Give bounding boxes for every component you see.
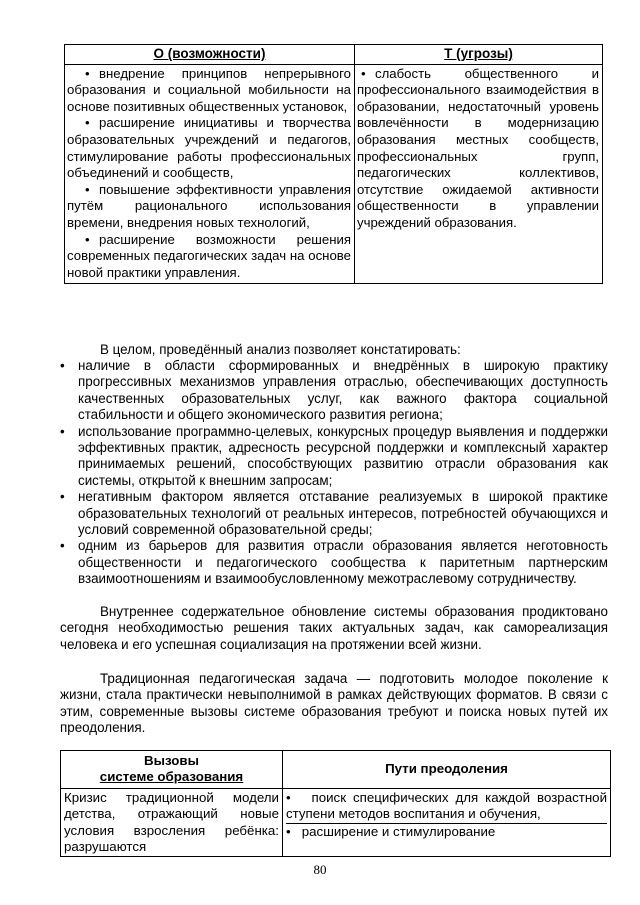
threats-header: Т (угрозы): [355, 45, 603, 65]
swot-table: [64, 44, 603, 284]
solution-item: • поиск специфических для каждой возрастной ступени методов воспитания и обучения,: [286, 789, 608, 822]
list-item: • использование программно-целевых, конкурсных процедур выявления и поддержки эффективных практик, адресность ресурсной поддержки и комплексный характер принимаемых решений, способствующих развитию отрасли образования как системы, открытой к внешним запросам;: [60, 423, 608, 488]
threat-item: • слабость общественного и профессионального взаимодействия в образовании, недостаточный уровень вовлечённости в модернизацию образования местных сообществ, профессиональных групп, педагогических коллективов, отсутствие ожидаемой активности общественности в управлении учреждений образования.: [357, 65, 599, 230]
intro-paragraph: В целом, проведённый анализ позволяет констатировать:: [100, 342, 461, 357]
solutions-header: Пути преодоления: [283, 751, 611, 789]
bullet-icon: •: [286, 823, 291, 839]
bullet-icon: •: [85, 231, 90, 247]
bullet-icon: •: [85, 181, 90, 197]
bullet-icon: •: [361, 65, 366, 81]
opportunities-cell: [65, 64, 355, 284]
threats-cell: [355, 64, 603, 284]
bullet-icon: •: [60, 358, 65, 373]
list-item: • наличие в области сформированных и внедрённых в широкую практику прогрессивных механизмов управления отраслью, обеспечивающих доступность качественных образовательных услуг, как важного фактора социальной стабильности и общего экономического развития региона;: [60, 358, 608, 423]
bullet-icon: •: [286, 789, 291, 805]
opportunity-item: • расширение инициативы и творчества образовательных учреждений и педагогов, стимулирование работы профессиональных объединений и сообществ,: [67, 115, 351, 181]
conclusions-list: [60, 358, 608, 588]
challenges-header: Вызовы системе образования: [61, 751, 283, 789]
list-item: • негативным фактором является отставание реализуемых в широкой практике образовательных технологий от реальных интересов, потребностей обучающихся и условий современной образовательной среды;: [60, 489, 608, 538]
opportunity-item: • повышение эффективности управления путём рационального использования времени, внедрения новых технологий,: [67, 181, 351, 230]
list-item: • одним из барьеров для развития отрасли образования является неготовность общественности и педагогического сообщества к паритетным партнерским взаимоотношениям и взаимообусловленному межотраслевому сотрудничеству.: [60, 538, 608, 587]
bullet-icon: •: [60, 423, 65, 439]
challenge-cell: Кризис традиционной модели детства, отражающий новые условия взросления ребёнка: разрушаются: [61, 788, 283, 857]
solutions-cell: [283, 788, 611, 857]
opportunity-item: • внедрение принципов непрерывного образования и социальной мобильности на основе позитивных общественных установок,: [67, 65, 351, 114]
bullet-icon: •: [85, 65, 90, 81]
bullet-icon: •: [60, 489, 65, 505]
page-number: 80: [313, 862, 327, 877]
paragraph: Внутреннее содержательное обновление системы образования продиктовано сегодня необходимостью решения таких актуальных задач, как самореализация человека и его успешная социализация на протяжении всей жизни.: [60, 604, 608, 652]
paragraph: Традиционная педагогическая задача — подготовить молодое поколение к жизни, стала практически невыполнимой в рамках действующих форматов. В связи с этим, современные вызовы системе образования требуют и поиска новых путей их преодоления.: [60, 671, 608, 736]
challenges-table: [60, 750, 611, 857]
opportunity-item: • расширение возможности решения современных педагогических задач на основе новой практики управления.: [67, 231, 351, 280]
bullet-icon: •: [60, 538, 65, 554]
bullet-icon: •: [85, 115, 90, 131]
opportunities-header: O (возможности): [65, 45, 355, 65]
solution-item: • расширение и стимулирование: [286, 823, 607, 840]
